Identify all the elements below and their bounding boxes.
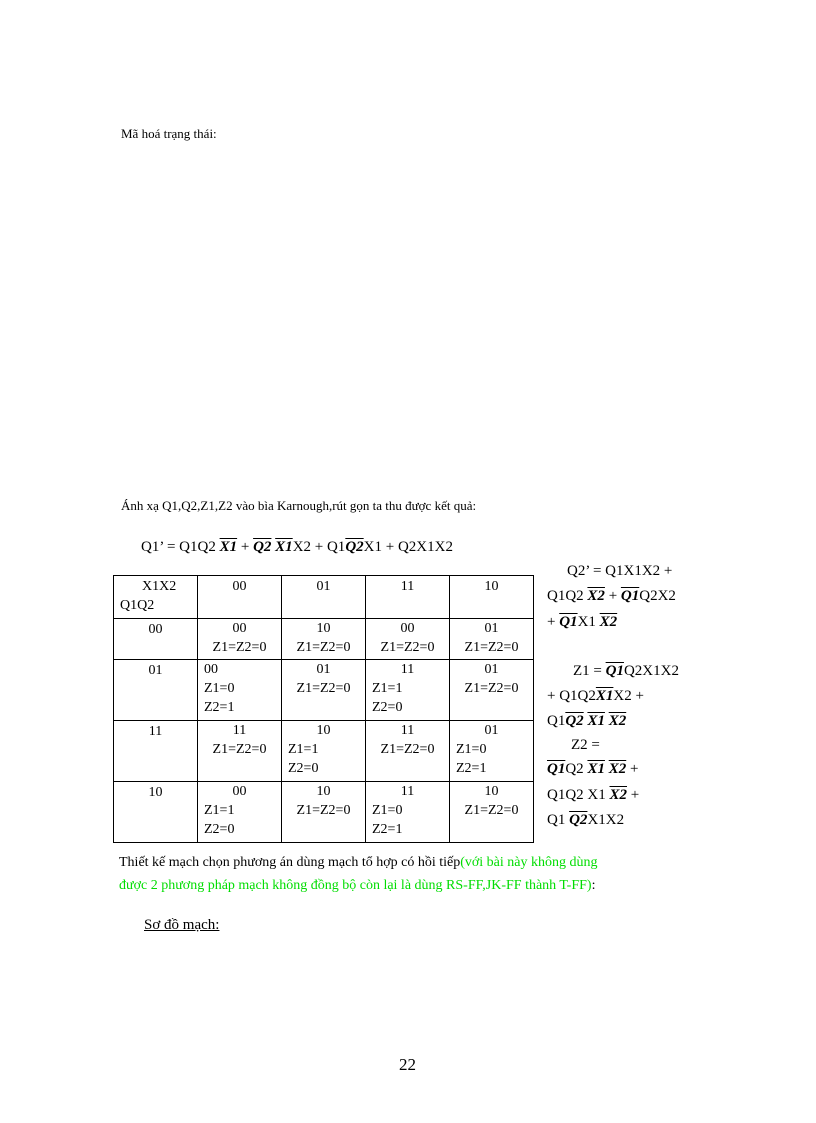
cell-state: 11 — [400, 723, 415, 738]
z1-equation-line-1: Z1 = Q1Q2X1X2 — [573, 663, 679, 679]
column-header-label: 11 — [400, 579, 415, 594]
cell-state: 10 — [316, 784, 331, 799]
design-paragraph-line-1 — [119, 855, 597, 871]
q2-equation-line-3: + Q1X1 X2 — [547, 614, 618, 630]
row-header — [114, 782, 198, 843]
row-header-label: 00 — [148, 622, 163, 637]
corner-x1x2: X1X2 — [142, 579, 177, 594]
table-cell — [450, 660, 534, 721]
cell-state: 01 — [484, 723, 499, 738]
cell-state: 11 — [232, 723, 247, 738]
karnaugh-heading: Ánh xạ Q1,Q2,Z1,Z2 vào bìa Karnough,rút gọn ta thu được kết quả: — [121, 498, 477, 513]
z2-equation-line-1: Z2 = — [571, 737, 600, 753]
corner-q1q2: Q1Q2 — [120, 598, 155, 613]
z1-equation-line-3: Q1Q2 X1 X2 — [547, 713, 627, 729]
z2-equation-line-2: Q1Q2 X1 X2 + — [547, 761, 639, 777]
cell-output: Z1=Z2=0 — [212, 640, 267, 655]
cell-state: 01 — [316, 662, 331, 677]
design-end-punct: : — [591, 878, 596, 893]
cell-output: Z1=Z2=0 — [380, 640, 435, 655]
table-cell — [450, 782, 534, 843]
cell-output: Z1=Z2=0 — [464, 681, 519, 696]
design-note: (với bài này không dùng — [460, 855, 598, 870]
cell-output-z1: Z1=1 — [204, 803, 235, 818]
cell-output-z2: Z2=0 — [372, 700, 403, 715]
cell-state: 00 — [400, 621, 415, 636]
row-header — [114, 721, 198, 782]
cell-state: 10 — [316, 621, 331, 636]
cell-output-z1: Z1=1 — [288, 742, 319, 757]
column-header-label: 01 — [316, 579, 331, 594]
cell-state: 01 — [484, 621, 499, 636]
table-cell — [450, 721, 534, 782]
design-note-continued: được 2 phương pháp mạch không đồng bộ còn lại là dùng RS-FF,JK-FF thành T-FF) — [119, 878, 592, 893]
cell-state: 00 — [232, 621, 247, 636]
column-header-label: 00 — [232, 579, 247, 594]
row-header-label: 10 — [148, 785, 163, 800]
karnaugh-map-table — [113, 575, 534, 843]
page-number: 22 — [399, 1055, 416, 1074]
table-cell — [198, 721, 282, 782]
cell-output-z2: Z2=0 — [288, 761, 319, 776]
cell-output: Z1=Z2=0 — [296, 681, 351, 696]
row-header-label: 01 — [148, 663, 163, 678]
table-cell — [282, 660, 366, 721]
table-cell — [198, 619, 282, 660]
table-cell — [366, 660, 450, 721]
table-cell — [450, 619, 534, 660]
table-row — [114, 660, 534, 721]
cell-output-z2: Z2=1 — [456, 761, 487, 776]
cell-output: Z1=Z2=0 — [212, 742, 267, 757]
cell-output-z1: Z1=1 — [372, 681, 403, 696]
z1-equation-line-2: + Q1Q2X1X2 + — [547, 688, 644, 704]
cell-output-z2: Z2=1 — [372, 822, 403, 837]
column-header — [198, 576, 282, 619]
cell-state: 10 — [316, 723, 331, 738]
column-header-label: 10 — [484, 579, 499, 594]
table-cell — [366, 782, 450, 843]
table-corner-cell — [114, 576, 198, 619]
cell-output-z1: Z1=0 — [204, 681, 235, 696]
q2-equation-line-1: Q2’ = Q1X1X2 + — [567, 563, 673, 579]
column-header — [282, 576, 366, 619]
table-row — [114, 782, 534, 843]
cell-state: 00 — [232, 784, 247, 799]
cell-state: 10 — [484, 784, 499, 799]
q1-equation: Q1’ = Q1Q2 X1 + Q2 X1X2 + Q1Q2X1 + Q2X1X2 — [141, 539, 453, 555]
cell-state: 00 — [204, 662, 218, 677]
cell-output: Z1=Z2=0 — [464, 640, 519, 655]
cell-output-z1: Z1=0 — [456, 742, 487, 757]
table-row — [114, 721, 534, 782]
table-cell — [282, 782, 366, 843]
cell-state: 11 — [400, 784, 415, 799]
cell-output: Z1=Z2=0 — [380, 742, 435, 757]
state-encoding-heading: Mã hoá trạng thái: — [121, 126, 217, 141]
table-header-row — [114, 576, 534, 619]
design-paragraph-line-2 — [119, 878, 595, 894]
q2-equation-line-2: Q1Q2 X2 + Q1Q2X2 — [547, 588, 676, 604]
table-cell — [198, 660, 282, 721]
z2-equation-line-3: Q1Q2 X1 X2 + — [547, 787, 640, 803]
cell-output-z1: Z1=0 — [372, 803, 403, 818]
design-text: Thiết kế mạch chọn phương án dùng mạch tổ hợp có hồi tiếp — [119, 855, 461, 870]
cell-state: 01 — [484, 662, 499, 677]
row-header-label: 11 — [148, 724, 163, 739]
cell-state: 11 — [400, 662, 415, 677]
cell-output: Z1=Z2=0 — [296, 640, 351, 655]
cell-output: Z1=Z2=0 — [296, 803, 351, 818]
z2-equation-line-4: Q1 Q2X1X2 — [547, 812, 625, 828]
table-cell — [366, 721, 450, 782]
cell-output: Z1=Z2=0 — [464, 803, 519, 818]
table-cell — [366, 619, 450, 660]
table-cell — [198, 782, 282, 843]
cell-output-z2: Z2=1 — [204, 700, 235, 715]
cell-output-z2: Z2=0 — [204, 822, 235, 837]
column-header — [450, 576, 534, 619]
column-header — [366, 576, 450, 619]
table-cell — [282, 721, 366, 782]
row-header — [114, 660, 198, 721]
table-cell — [282, 619, 366, 660]
circuit-heading: Sơ đồ mạch: — [144, 917, 220, 933]
row-header — [114, 619, 198, 660]
table-row — [114, 619, 534, 660]
